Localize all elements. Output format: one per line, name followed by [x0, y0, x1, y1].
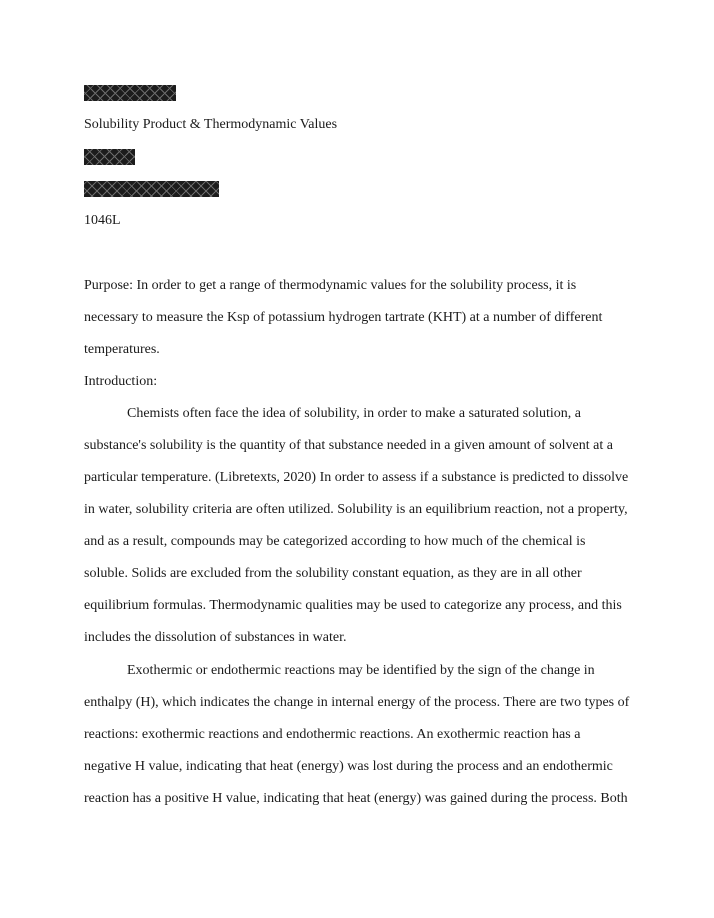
paragraph-line: in water, solubility criteria are often utilized. Solubility is an equilibrium reaction, not a property, — [84, 502, 628, 517]
purpose-line: Purpose: In order to get a range of thermodynamic values for the solubility process, it is — [84, 278, 577, 293]
redacted-author-name — [84, 85, 176, 101]
redacted-field — [84, 149, 135, 165]
paragraph-line: reactions: exothermic reactions and endothermic reactions. An exothermic reaction has a — [84, 727, 581, 742]
introduction-heading: Introduction: — [84, 374, 158, 389]
document-title: Solubility Product & Thermodynamic Values — [84, 117, 338, 132]
redacted-field — [84, 181, 219, 197]
purpose-line: necessary to measure the Ksp of potassium hydrogen tartrate (KHT) at a number of different — [84, 310, 603, 325]
purpose-line: temperatures. — [84, 342, 160, 357]
paragraph-line: particular temperature. (Libretexts, 2020) In order to assess if a substance is predicted to dissolve — [84, 470, 629, 485]
course-number: 1046L — [84, 213, 121, 228]
paragraph-line: Exothermic or endothermic reactions may be identified by the sign of the change in — [127, 663, 595, 678]
paragraph-line: equilibrium formulas. Thermodynamic qualities may be used to categorize any process, and this — [84, 598, 622, 613]
paragraph-line: negative H value, indicating that heat (energy) was lost during the process and an endothermic — [84, 759, 613, 774]
paragraph-line: reaction has a positive H value, indicating that heat (energy) was gained during the process. Both — [84, 791, 628, 806]
paragraph-line: Chemists often face the idea of solubility, in order to make a saturated solution, a — [127, 406, 581, 421]
paragraph-line: soluble. Solids are excluded from the solubility constant equation, as they are in all other — [84, 566, 582, 581]
paragraph-line: substance's solubility is the quantity of that substance needed in a given amount of solvent at a — [84, 438, 613, 453]
paragraph-line: includes the dissolution of substances in water. — [84, 630, 347, 645]
paragraph-line: enthalpy (H), which indicates the change in internal energy of the process. There are two types of — [84, 695, 630, 710]
paragraph-line: and as a result, compounds may be categorized according to how much of the chemical is — [84, 534, 586, 549]
